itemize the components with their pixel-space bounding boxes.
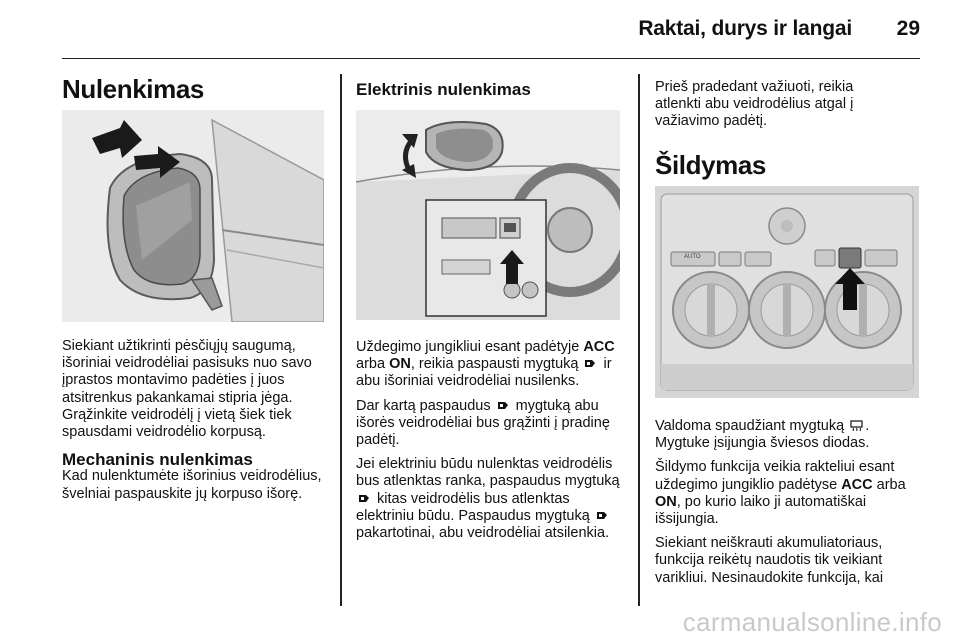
paragraph: Šildymo funkcija veikia rakteliui esant uždegimo jungiklio padėtyse ACC arba ON, po kurio laiko ji automatiškai išsijungia.	[655, 459, 906, 528]
col3-intro	[655, 79, 895, 138]
section-heading-folding: Nulenkimas	[62, 74, 204, 104]
mirror-fold-icon	[596, 510, 609, 521]
page-header	[62, 0, 920, 59]
paragraph: Kad nulenktumėte išorinius veidrodėlius, švelniai paspauskite jų korpuso išorę.	[62, 468, 322, 502]
column-divider	[340, 74, 342, 606]
heating-control-illustration	[655, 186, 919, 398]
electric-fold-illustration	[356, 110, 620, 320]
mirror-fold-icon	[358, 493, 371, 504]
section-heading-heating: Šildymas	[655, 150, 766, 180]
paragraph: Dar kartą paspaudus mygtuką abu išorės veidrodėliai bus grąžinti į pradinę padėtį.	[356, 397, 610, 449]
column-divider	[638, 74, 640, 606]
paragraph: Uždegimo jungikliui esant padėtyje ACC arba ON, reikia paspausti mygtuką ir abu išoriniai veidrodėliai nusilenks.	[356, 339, 615, 390]
auto-button-label: AUTO	[684, 254, 701, 260]
subheading-mechanical: Mechaninis nulenkimas	[62, 450, 253, 470]
paragraph: Siekiant neiškrauti akumuliatoriaus, funkcija reikėtų naudotis tik veikiant varikliui. Nesinaudokite funkcija, kai	[655, 535, 884, 586]
col2-text	[356, 339, 624, 549]
col1-text	[62, 338, 328, 510]
section-heading-electric: Elektrinis nulenkimas	[356, 80, 531, 99]
paragraph: Siekiant užtikrinti pėsčiųjų saugumą, išoriniai veidrodėliai pasisuks nuo savo įprastos montavimo padėties į juos atsitrenkus pakankamai stipria jėga. Grąžinkite veidrodėlį į vietą šiek tiek spausdami veidrodėlio korpusą.	[62, 338, 312, 441]
paragraph: Valdoma spaudžiant mygtuką . Mygtuke įsijungia šviesos diodas.	[655, 418, 870, 452]
rear-heat-icon	[850, 420, 863, 431]
watermark: carmanualsonline.info	[682, 607, 942, 637]
paragraph: Prieš pradedant važiuoti, reikia atlenkti abu veidrodėlius atgal į važiavimo padėtį.	[655, 79, 854, 130]
mirror-fold-icon	[584, 358, 597, 369]
mirror-fold-illustration	[62, 110, 324, 322]
col3-text	[655, 418, 921, 594]
page-number: 29	[896, 17, 920, 40]
mirror-fold-icon	[497, 400, 510, 411]
paragraph: Jei elektriniu būdu nulenktas veidrodėlis bus atlenktas ranka, paspaudus mygtuką kitas veidrodėlis bus atlenktas elektriniu būdu. Paspaudus mygtuką pakartotinai, abu veidrodėliai atsilenkia.	[356, 456, 620, 542]
header-title: Raktai, durys ir langai	[638, 17, 852, 40]
